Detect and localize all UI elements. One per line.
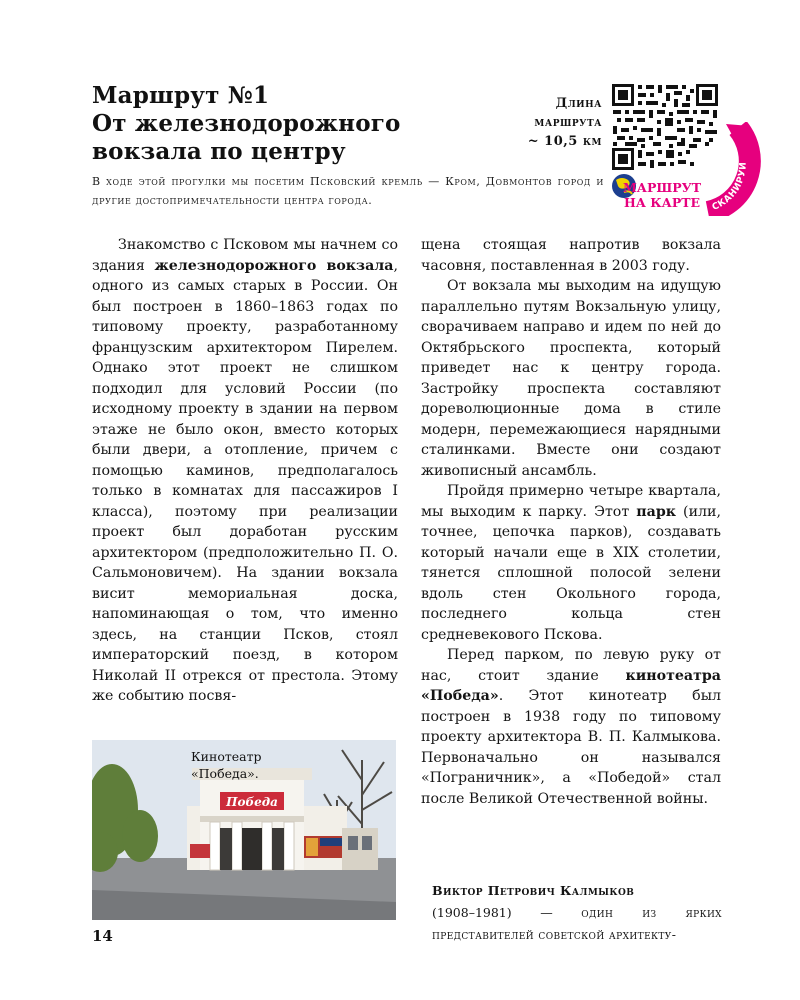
badge-arc-label: СКАНИРУЙ — [710, 161, 749, 213]
paragraph-text: Знакомство с Псковом мы начнем со здания — [92, 237, 398, 274]
map-badge[interactable] — [610, 122, 776, 216]
photo-caption-line-2: «Победа». — [191, 766, 259, 781]
badge-label-2: НА КАРТЕ — [623, 195, 701, 210]
route-title-line-1: Маршрут №1 — [92, 82, 270, 109]
photo-caption-line-1: Кинотеатр — [191, 749, 262, 764]
route-intro: В ходе этой прогулки мы посетим Псковский кремль — Кром, Довмонтов город и другие достопримечательности центра города. — [92, 175, 604, 207]
architect-years: (1908–1981) — — [432, 905, 582, 920]
highlight-railway-station: железнодорожного вокзала — [154, 257, 394, 274]
route-length-label-1: Длина — [555, 96, 602, 111]
paragraph-text: (или, точнее, цепочка парков), создавать который начали еще в XIX столетии, тянется сплошной полосой зелени вдоль стен Окольного города, последнего кольца стен средневекового Пскова. — [421, 503, 722, 643]
paragraph-text: . Этот кинотеатр был построен в 1938 году по типовому проекту архитектора В. П. Калмыкова. Первоначально он назывался «Пограничник», а «Победой» стал после Великой Отечественной войны. — [421, 688, 721, 807]
paragraph-cinema — [421, 645, 721, 809]
paragraph-text: Перед парком, по левую руку от нас, стоит здание — [421, 647, 721, 684]
badge-label-1: МАРШРУТ — [622, 180, 702, 195]
architect-name: Виктор Петрович Калмыков — [432, 883, 635, 898]
photo-caption — [191, 748, 301, 782]
left-column — [92, 235, 398, 707]
highlight-park: парк — [636, 503, 676, 520]
highlight-cinema: кинотеатра «Победа» — [421, 667, 721, 704]
paragraph-park — [421, 481, 721, 645]
route-title-line-3: вокзала по центру — [92, 138, 346, 165]
architect-note — [432, 880, 722, 946]
paragraph-vokzalnaya-street: От вокзала мы выходим на идущую параллельно путям Вокзальную улицу, сворачиваем направо и идем по ней до Октябрьского проспекта, который приведет нас к центру города. Застройку проспекта составляют дореволюционные дома в стиле модерн, перемежающиеся нарядными сталинками. Вместе они создают живописный ансамбль. — [421, 278, 721, 479]
route-length-label-2: маршрута — [534, 115, 602, 130]
paragraph-chapel: щена стоящая напротив вокзала часовня, поставленная в 2003 году. — [421, 237, 721, 274]
cinema-photo — [92, 740, 396, 920]
route-title — [92, 82, 512, 166]
route-length — [500, 94, 602, 151]
paragraph-station — [92, 235, 398, 707]
right-column — [421, 235, 721, 809]
paragraph-text: , одного из самых старых в России. Он был построен в 1860–1863 годах по типовому проекту, разработанному французским архитектором Пирелем. Однако этот проект не слишком подходил для условий России (по исходному проекту в здании на первом этаже не было окон, вместо которых были двери, а отопление, причем с помощью каминов, предполагалось только в комнатах для пассажиров I класса), поэтому при реализации проект был доработан русским архитектором (предположительно П. О. Сальмоновичем). На здании вокзала висит мемориальная доска, напоминающая о том, что именно здесь, на станции Псков, стоял императорский поезд, в котором Николай II отрекся от престола. Этому же событию посвя- — [92, 257, 398, 704]
cinema-sign-text: Победа — [226, 795, 278, 809]
paragraph-text: Пройдя примерно четыре квартала, мы выходим к парку. Этот — [421, 483, 721, 520]
page-number: 14 — [92, 927, 113, 945]
route-length-value: ~ 10,5 км — [527, 134, 602, 149]
architect-description: один из ярких представителей советской архитекту- — [432, 905, 722, 942]
route-title-line-2: От железнодорожного — [92, 110, 401, 137]
